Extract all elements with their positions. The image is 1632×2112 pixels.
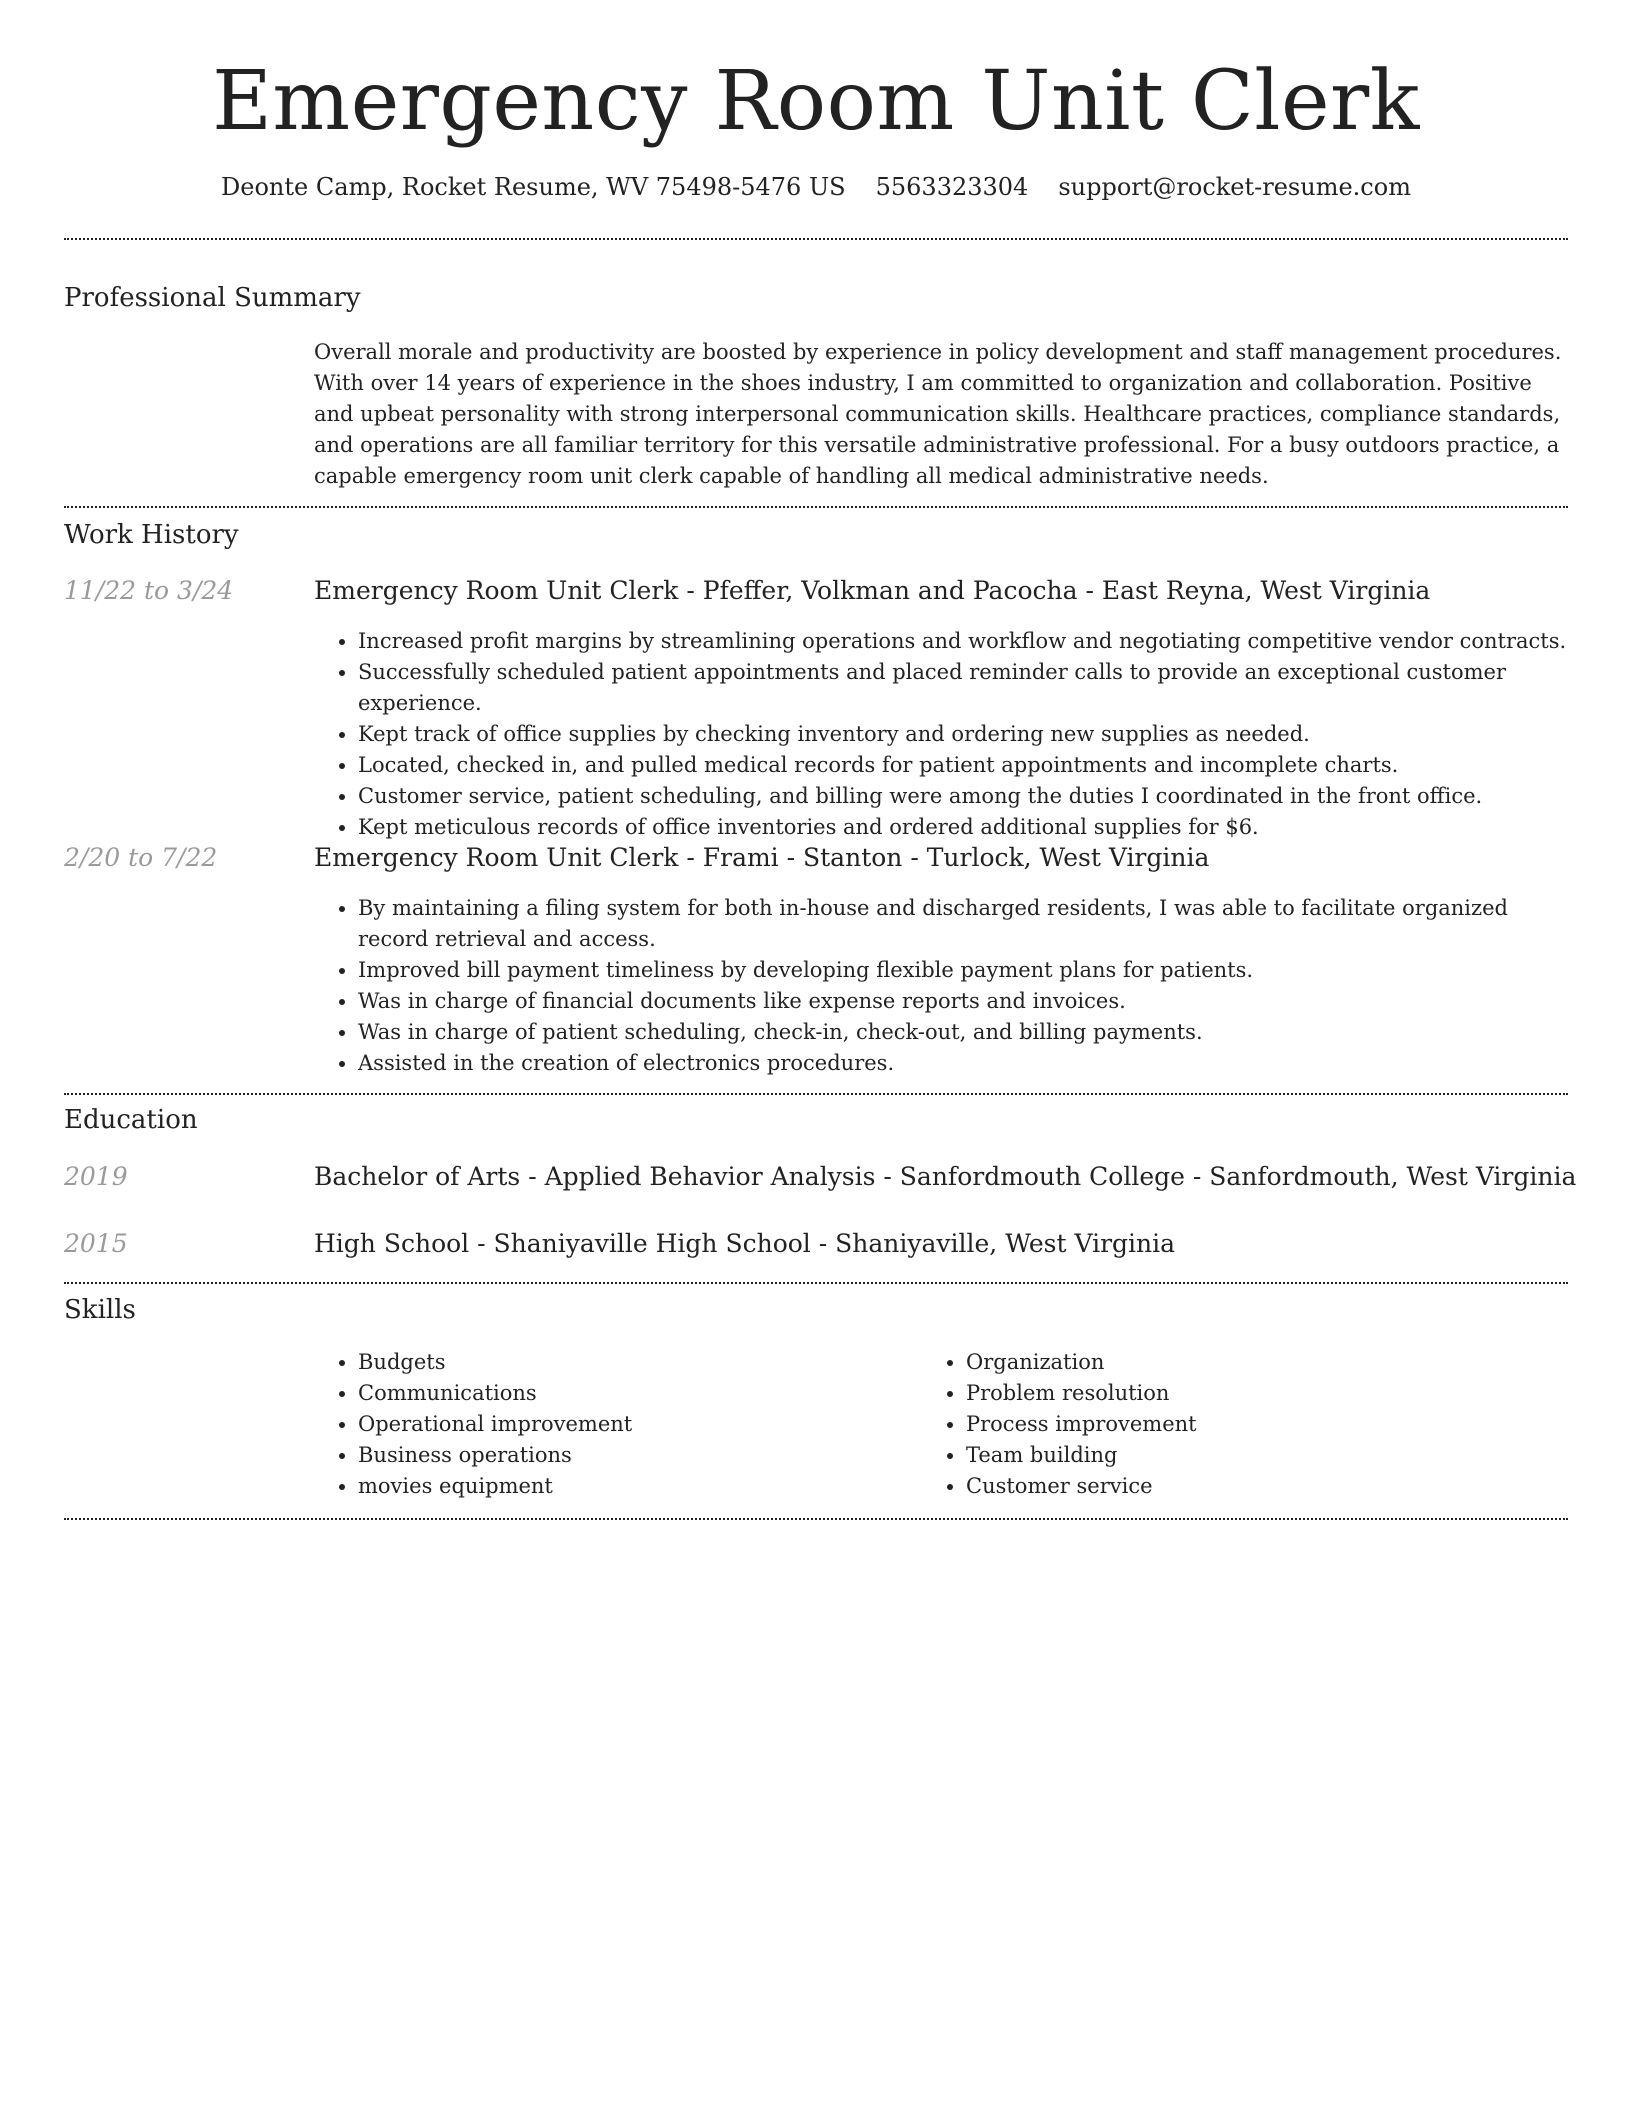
education-year: 2019	[64, 1162, 128, 1191]
skills-list-right	[922, 1347, 1526, 1502]
job-bullets	[314, 626, 1568, 843]
work-history-heading: Work History	[64, 520, 239, 550]
divider	[64, 506, 1568, 508]
list-item: • By maintaining a filing system for both in-house and discharged residents, I was able to facilitate organized record retrieval and access.	[358, 893, 1568, 955]
list-item: • Assisted in the creation of electronics procedures.	[358, 1048, 1568, 1079]
list-item: • Improved bill payment timeliness by developing flexible payment plans for patients.	[358, 955, 1568, 986]
contact-line	[64, 170, 1568, 204]
education-entry: High School - Shaniyaville High School - Shaniyaville, West Virginia	[314, 1229, 1176, 1258]
list-item: • Operational improvement	[358, 1409, 918, 1440]
summary-text: Overall morale and productivity are boosted by experience in policy development and staff management procedures. With over 14 years of experience in the shoes industry, I am committed to organization and collaboration. Positive and upbeat personality with strong interpersonal communication skills. Healthcare practices, compliance standards, and operations are all familiar territory for this versatile administrative professional. For a busy outdoors practice, a capable emergency room unit clerk capable of handling all medical administrative needs.	[314, 340, 1562, 488]
list-item: • Communications	[358, 1378, 918, 1409]
job-dates: 2/20 to 7/22	[64, 843, 218, 872]
contact-address: Deonte Camp, Rocket Resume, WV 75498-5476 US	[221, 173, 846, 201]
divider	[64, 1518, 1568, 1520]
divider	[64, 1093, 1568, 1095]
list-item: • Team building	[966, 1440, 1526, 1471]
list-item: • Customer service	[966, 1471, 1526, 1502]
list-item: • Kept meticulous records of office inventories and ordered additional supplies for $6.	[358, 812, 1568, 843]
list-item: • Kept track of office supplies by checking inventory and ordering new supplies as needed.	[358, 719, 1568, 750]
list-item: • Successfully scheduled patient appointments and placed reminder calls to provide an exceptional customer experience.	[358, 657, 1568, 719]
summary-heading: Professional Summary	[64, 283, 361, 313]
list-item: • Business operations	[358, 1440, 918, 1471]
education-entry: Bachelor of Arts - Applied Behavior Analysis - Sanfordmouth College - Sanfordmouth, West Virginia	[314, 1162, 1577, 1191]
divider	[64, 238, 1568, 240]
list-item: • Problem resolution	[966, 1378, 1526, 1409]
job-title: Emergency Room Unit Clerk - Frami - Stanton - Turlock, West Virginia	[314, 843, 1210, 872]
skills-heading: Skills	[64, 1295, 136, 1325]
list-item: • Located, checked in, and pulled medical records for patient appointments and incomplete charts.	[358, 750, 1568, 781]
resume-title: Emergency Room Unit Clerk	[212, 54, 1420, 149]
job-dates: 11/22 to 3/24	[64, 576, 234, 605]
list-item: • movies equipment	[358, 1471, 918, 1502]
job-title: Emergency Room Unit Clerk - Pfeffer, Volkman and Pacocha - East Reyna, West Virginia	[314, 576, 1431, 605]
contact-email: support@rocket-resume.com	[1058, 173, 1411, 201]
education-year: 2015	[64, 1229, 128, 1258]
list-item: • Budgets	[358, 1347, 918, 1378]
list-item: • Was in charge of patient scheduling, check-in, check-out, and billing payments.	[358, 1017, 1568, 1048]
divider	[64, 1282, 1568, 1284]
list-item: • Customer service, patient scheduling, and billing were among the duties I coordinated in the front office.	[358, 781, 1568, 812]
list-item: • Was in charge of financial documents like expense reports and invoices.	[358, 986, 1568, 1017]
job-bullets	[314, 893, 1568, 1079]
skills-list-left	[314, 1347, 918, 1502]
list-item: • Increased profit margins by streamlining operations and workflow and negotiating competitive vendor contracts.	[358, 626, 1568, 657]
list-item: • Process improvement	[966, 1409, 1526, 1440]
contact-phone: 5563323304	[875, 173, 1029, 201]
list-item: • Organization	[966, 1347, 1526, 1378]
education-heading: Education	[64, 1105, 198, 1135]
